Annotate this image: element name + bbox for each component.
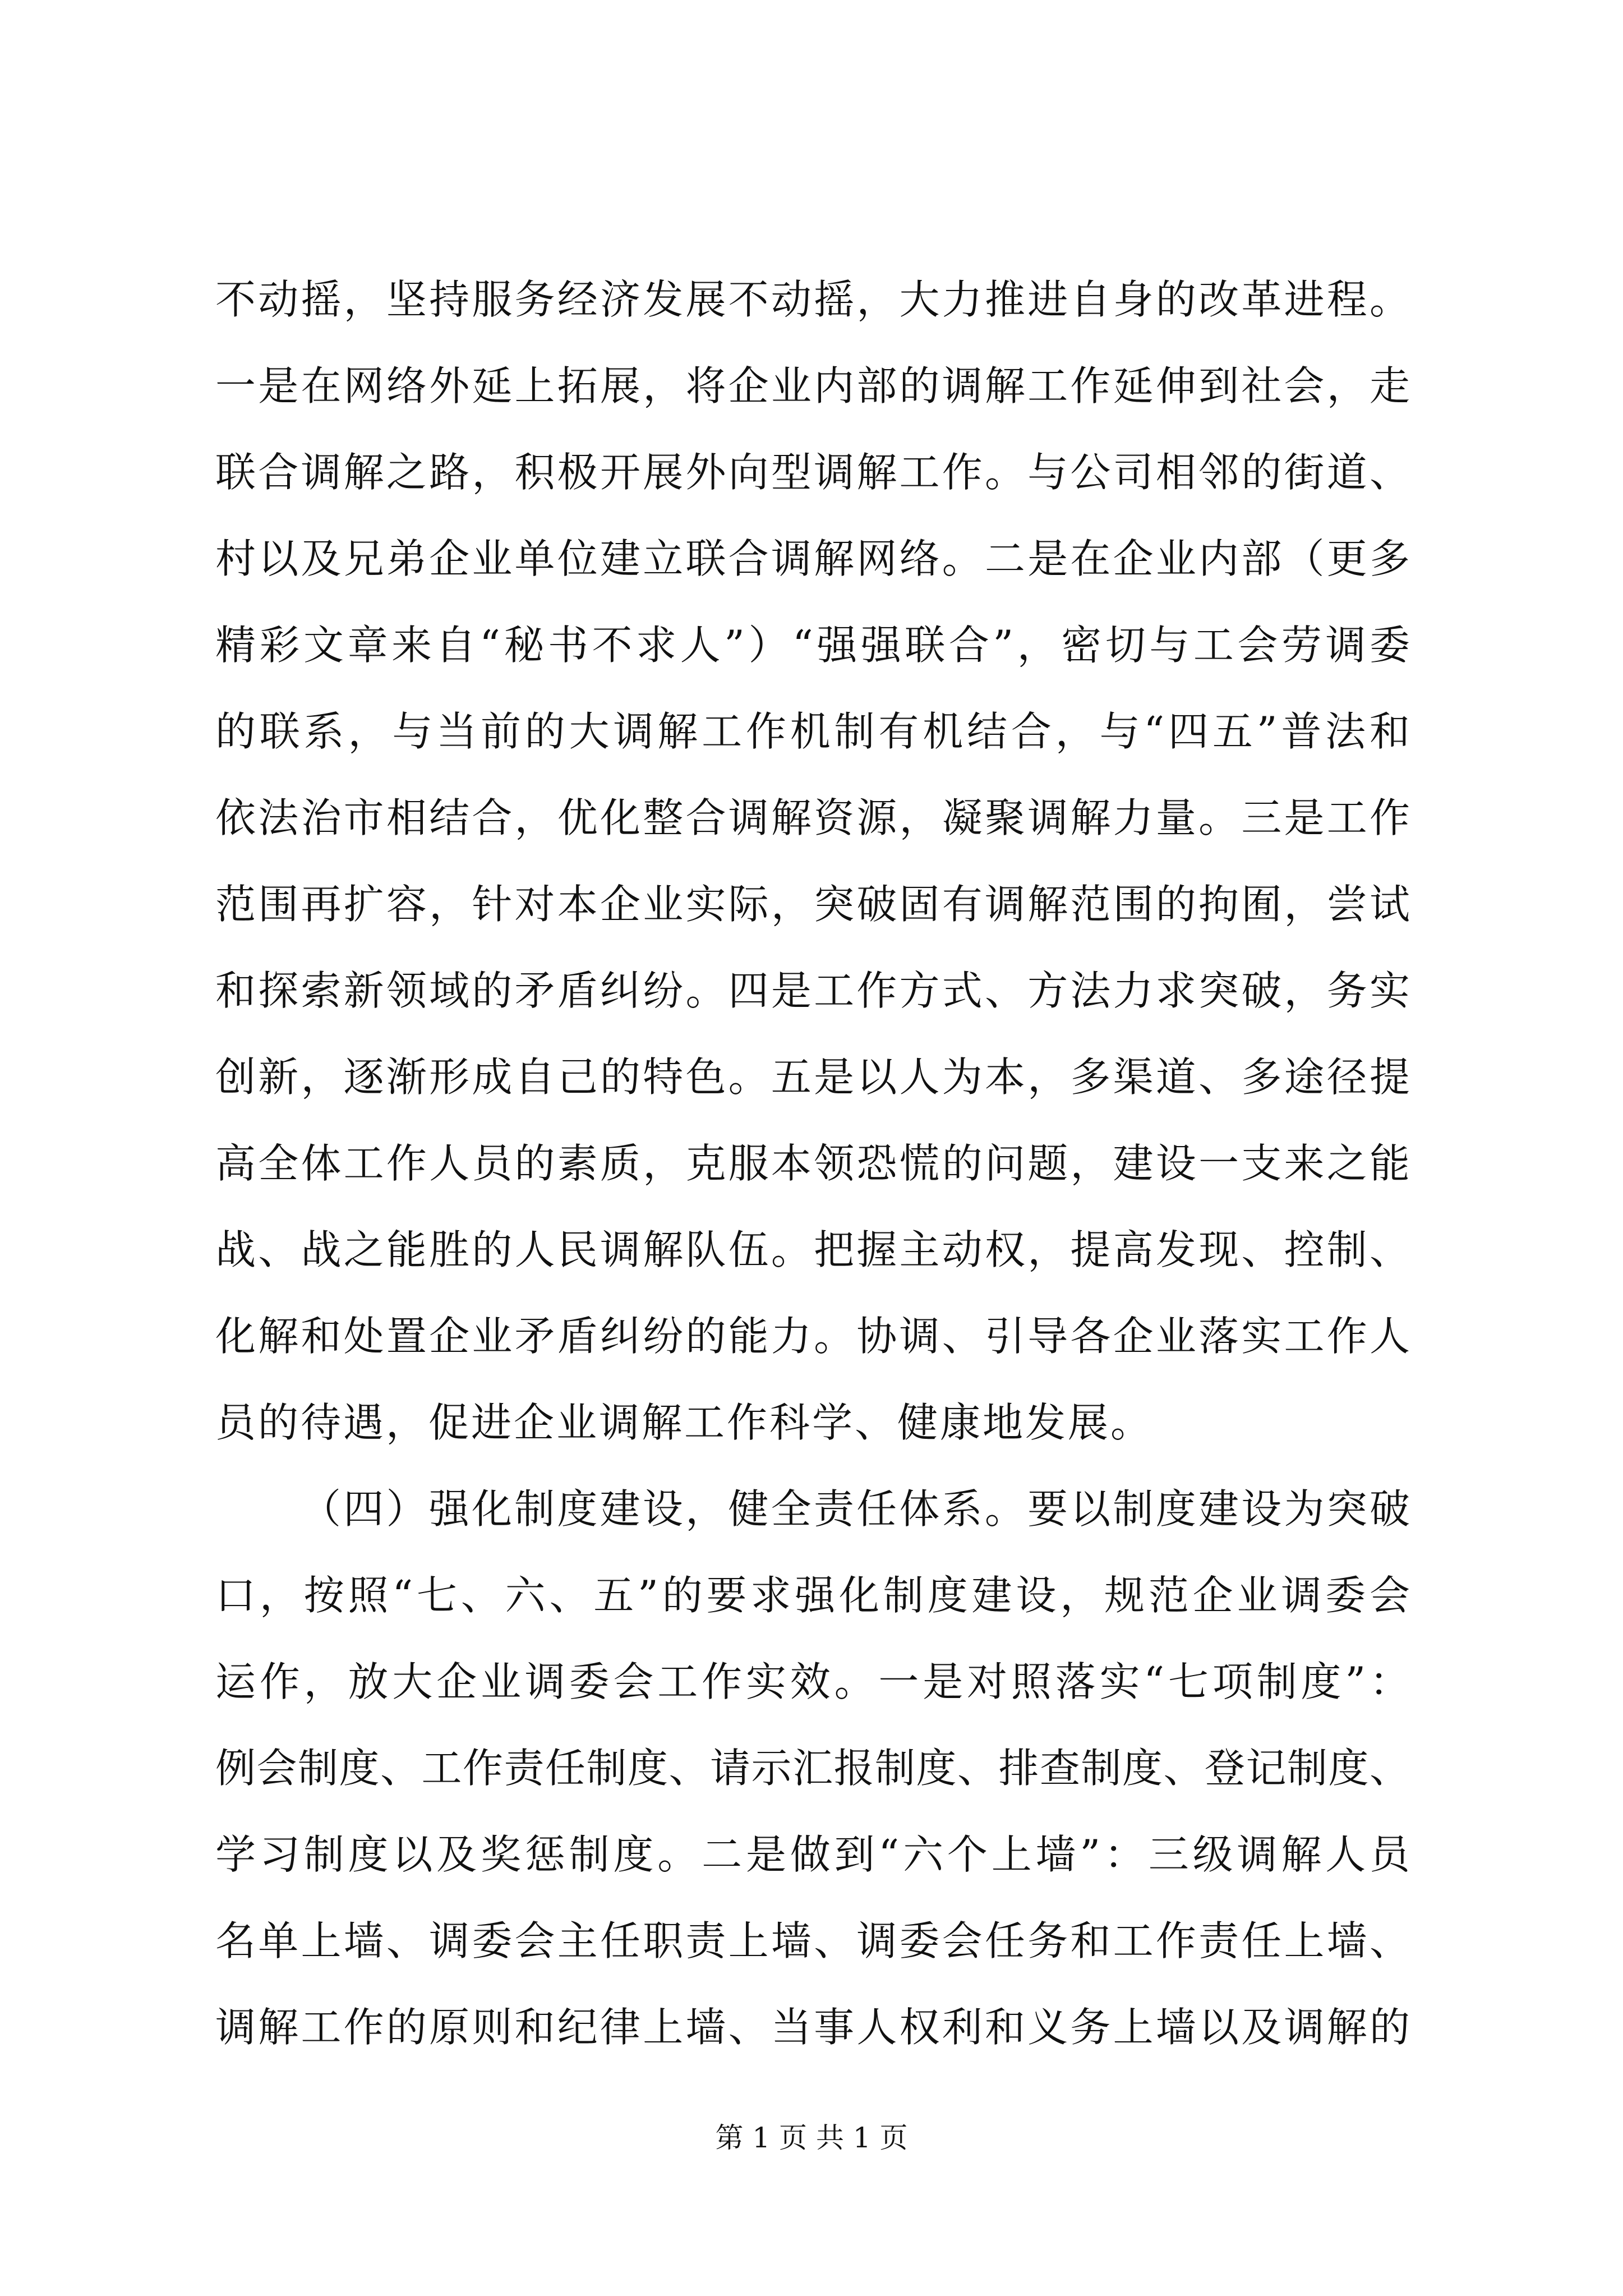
text-line: 例会制度、工作责任制度、请示汇报制度、排查制度、登记制度、 [215, 1745, 1410, 1792]
text-line: 不动摇，坚持服务经济发展不动摇，大力推进自身的改革进程。 [215, 276, 1410, 323]
text-line: 创新，逐渐形成自己的特色。五是以人为本，多渠道、多途径提 [215, 1053, 1410, 1101]
text-line: 村以及兄弟企业单位建立联合调解网络。二是在企业内部（更多 [215, 535, 1410, 582]
paragraph-2 [215, 1466, 1410, 2070]
text-line: 名单上墙、调委会主任职责上墙、调委会任务和工作责任上墙、 [215, 1917, 1410, 1964]
text-line: 高全体工作人员的素质，克服本领恐慌的问题，建设一支来之能 [215, 1140, 1410, 1187]
text-line: 依法治市相结合，优化整合调解资源，凝聚调解力量。三是工作 [215, 794, 1410, 841]
paragraph-heading-line: （四）强化制度建设，健全责任体系。要以制度建设为突破 [301, 1485, 1410, 1533]
text-line: 和探索新领域的矛盾纠纷。四是工作方式、方法力求突破，务实 [215, 967, 1410, 1014]
text-line: 的联系，与当前的大调解工作机制有机结合，与“四五”普法和 [215, 708, 1410, 755]
text-line: 口，按照“七、六、五”的要求强化制度建设，规范企业调委会 [215, 1572, 1410, 1619]
document-body [215, 256, 1410, 2070]
text-line: 精彩文章来自“秘书不求人”）“强强联合”，密切与工会劳调委 [215, 622, 1410, 669]
paragraph-1 [215, 256, 1410, 1466]
text-line: 战、战之能胜的人民调解队伍。把握主动权，提高发现、控制、 [215, 1226, 1410, 1273]
text-line: 联合调解之路，积极开展外向型调解工作。与公司相邻的街道、 [215, 449, 1410, 496]
text-line: 一是在网络外延上拓展，将企业内部的调解工作延伸到社会，走 [215, 362, 1410, 409]
text-line: 化解和处置企业矛盾纠纷的能力。协调、引导各企业落实工作人 [215, 1313, 1410, 1360]
text-line: 员的待遇，促进企业调解工作科学、健康地发展。 [215, 1399, 1154, 1446]
text-line: 范围再扩容，针对本企业实际，突破固有调解范围的拘囿，尝试 [215, 881, 1410, 928]
text-line: 调解工作的原则和纪律上墙、当事人权利和义务上墙以及调解的 [215, 2004, 1410, 2051]
text-line: 学习制度以及奖惩制度。二是做到“六个上墙”：三级调解人员 [215, 1831, 1410, 1878]
text-line: 运作，放大企业调委会工作实效。一是对照落实“七项制度”： [215, 1658, 1410, 1705]
page-number-footer: 第 1 页 共 1 页 [715, 2122, 908, 2154]
